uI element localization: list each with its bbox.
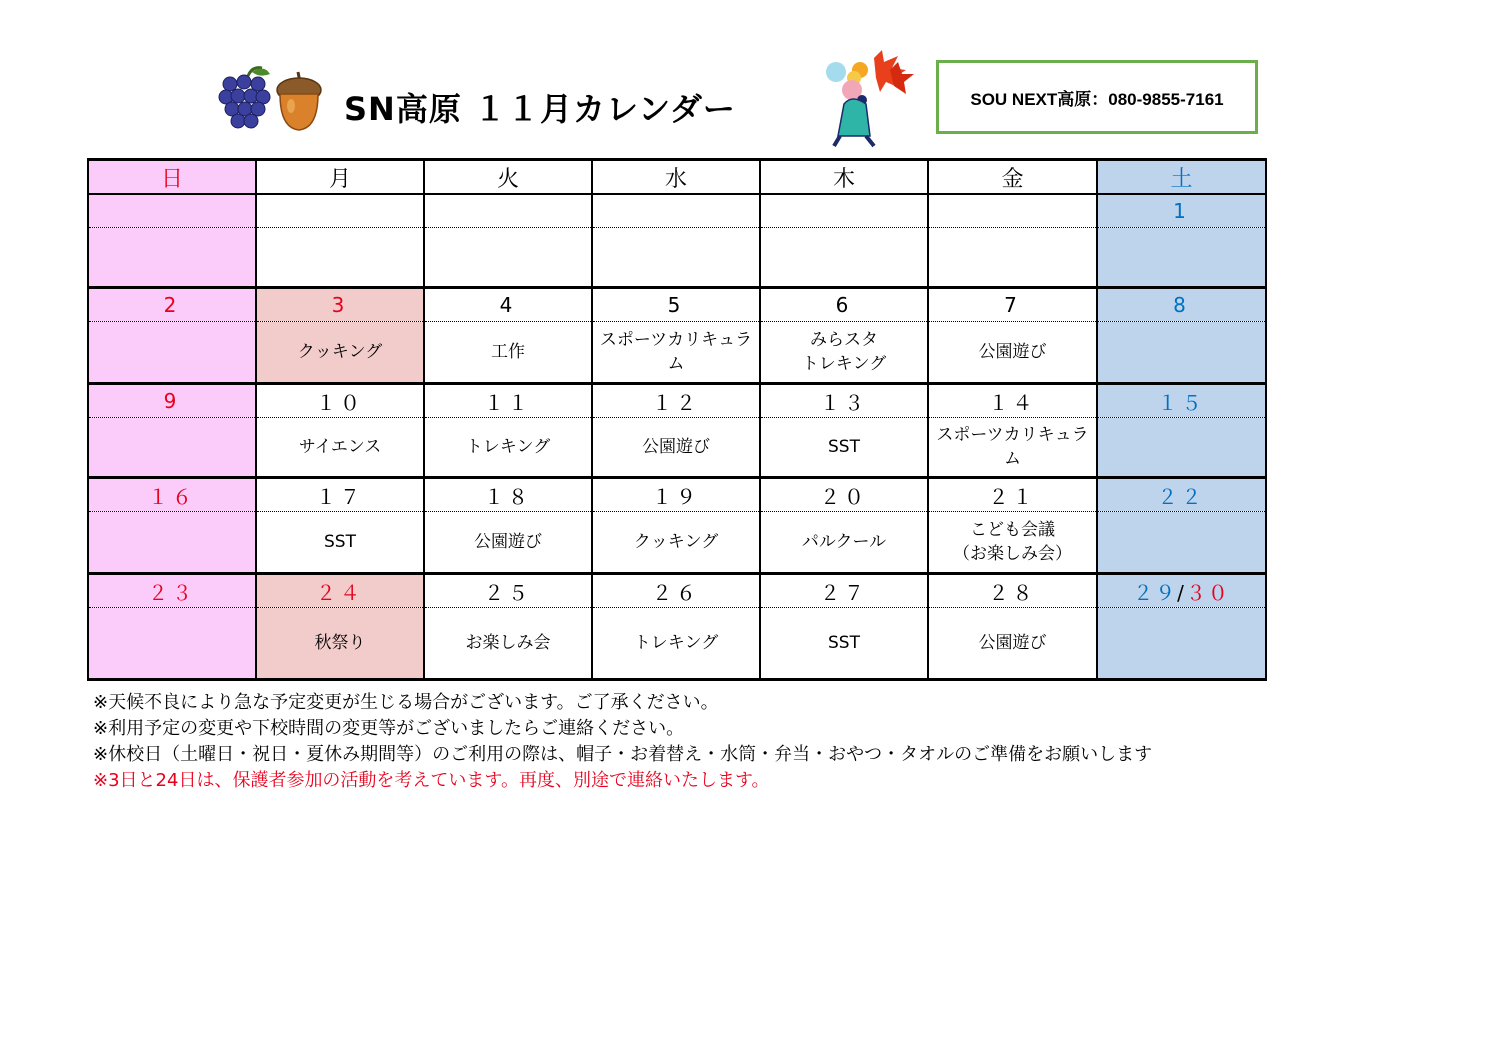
activity-cell [256,608,424,680]
weekday-thu: 木 [760,160,928,195]
date-cell: ２７ [760,574,928,608]
activity-label: 公園遊び [978,342,1047,362]
date-cell: １１ [424,384,592,418]
date-cell: 6 [760,288,928,322]
activity-cell [760,322,928,384]
activity-label: サイエンス [298,437,382,457]
date-cell [592,194,760,228]
activity-label: スポーツカリキュラム [936,425,1089,469]
activity-label: クッキング [297,342,383,362]
activity-label: 公園遊び [978,633,1047,653]
date-cell: １４ [928,384,1097,418]
activity-label: お楽しみ会 [465,633,551,653]
date-separator: / [1177,580,1186,605]
weekday-sat: 土 [1097,160,1266,195]
date-row [88,574,1266,608]
activity-cell [256,228,424,288]
activity-cell [592,608,760,680]
activity-cell [1097,228,1266,288]
contact-text: SOU NEXT高原：080-9855-7161 [970,89,1224,109]
activity-label: 工作 [491,342,525,362]
contact-box [936,60,1258,134]
calendar-table [87,158,1267,681]
activity-label: SST [828,633,860,653]
date-cell: 1 [1097,194,1266,228]
activity-cell [256,512,424,574]
activity-cell [256,322,424,384]
date-cell [424,194,592,228]
activity-cell [928,322,1097,384]
activity-cell [88,512,256,574]
date-30: ３０ [1185,580,1230,605]
weekday-fri: 金 [928,160,1097,195]
activity-label: 公園遊び [642,437,710,457]
date-row [88,478,1266,512]
date-cell: ２１ [928,478,1097,512]
date-cell [928,194,1097,228]
activity-label: トレキング [633,633,719,653]
weekday-wed: 水 [592,160,760,195]
activity-label: こども会議 （お楽しみ会） [953,520,1072,564]
activity-cell [592,228,760,288]
date-cell: 5 [592,288,760,322]
notes [93,690,1152,794]
activity-label: SST [324,532,356,552]
date-cell [256,194,424,228]
date-row [88,194,1266,228]
activity-row [88,512,1266,574]
activity-label: 公園遊び [474,532,542,552]
activity-label: スポーツカリキュラム [599,330,753,374]
weekday-header-row [88,160,1266,195]
activity-cell [592,512,760,574]
activity-cell [424,418,592,478]
activity-cell [928,608,1097,680]
grapes-icon [218,64,274,132]
date-cell [88,194,256,228]
date-cell: １７ [256,478,424,512]
date-row [88,288,1266,322]
activity-cell [424,512,592,574]
date-cell: １２ [592,384,760,418]
activity-cell [1097,608,1266,680]
note-2: ※利用予定の変更や下校時間の変更等がございましたらご連絡ください。 [93,718,685,739]
note-3: ※休校日（土曜日・祝日・夏休み期間等）のご利用の際は、帽子・お着替え・水筒・弁当・おやつ・タオルのご準備をお願いします [93,744,1153,765]
activity-row [88,608,1266,680]
date-cell: １０ [256,384,424,418]
date-29: ２９ [1133,580,1178,605]
date-cell: 4 [424,288,592,322]
date-cell: ２３ [88,574,256,608]
activity-row [88,322,1266,384]
activity-row [88,418,1266,478]
activity-cell [88,418,256,478]
activity-cell [88,322,256,384]
date-cell: １３ [760,384,928,418]
note-1: ※天候不良により急な予定変更が生じる場合がございます。ご了承ください。 [93,692,719,713]
activity-cell [592,322,760,384]
date-cell: 3 [256,288,424,322]
date-cell: ２５ [424,574,592,608]
weekday-sun: 日 [88,160,256,195]
date-cell: 7 [928,288,1097,322]
date-cell: 8 [1097,288,1266,322]
activity-cell [256,418,424,478]
activity-cell [1097,512,1266,574]
activity-label: 秋祭り [314,633,366,653]
activity-label: みらスタ トレキング [801,330,887,374]
date-cell: １５ [1097,384,1266,418]
activity-cell [424,322,592,384]
date-cell: １９ [592,478,760,512]
activity-cell [1097,418,1266,478]
activity-cell [424,228,592,288]
date-cell: ２２ [1097,478,1266,512]
date-cell: ２８ [928,574,1097,608]
date-cell: ２４ [256,574,424,608]
date-cell: １８ [424,478,592,512]
weekday-mon: 月 [256,160,424,195]
activity-label: トレキング [465,437,551,457]
acorn-icon [274,70,324,132]
activity-cell [88,608,256,680]
activity-cell [1097,322,1266,384]
date-cell [760,194,928,228]
activity-label: クッキング [633,532,719,552]
activity-cell [760,512,928,574]
page-title: SN高原 １１月カレンダー [344,90,736,128]
child-with-autumn-leaves-icon [814,48,916,150]
date-cell: ２６ [592,574,760,608]
date-cell: 2 [88,288,256,322]
activity-label: パルクール [801,532,887,552]
activity-cell [928,418,1097,478]
weekday-tue: 火 [424,160,592,195]
activity-cell [760,228,928,288]
activity-cell [928,512,1097,574]
activity-cell [424,608,592,680]
activity-cell [592,418,760,478]
activity-cell [928,228,1097,288]
activity-cell [760,418,928,478]
activity-cell [760,608,928,680]
date-cell: １６ [88,478,256,512]
date-cell [1097,574,1266,608]
date-cell: 9 [88,384,256,418]
activity-cell [88,228,256,288]
activity-row [88,228,1266,288]
date-cell: ２０ [760,478,928,512]
activity-label: SST [828,437,860,457]
date-row [88,384,1266,418]
note-4: ※3日と24日は、保護者参加の活動を考えています。再度、別途で連絡いたします。 [93,770,770,791]
